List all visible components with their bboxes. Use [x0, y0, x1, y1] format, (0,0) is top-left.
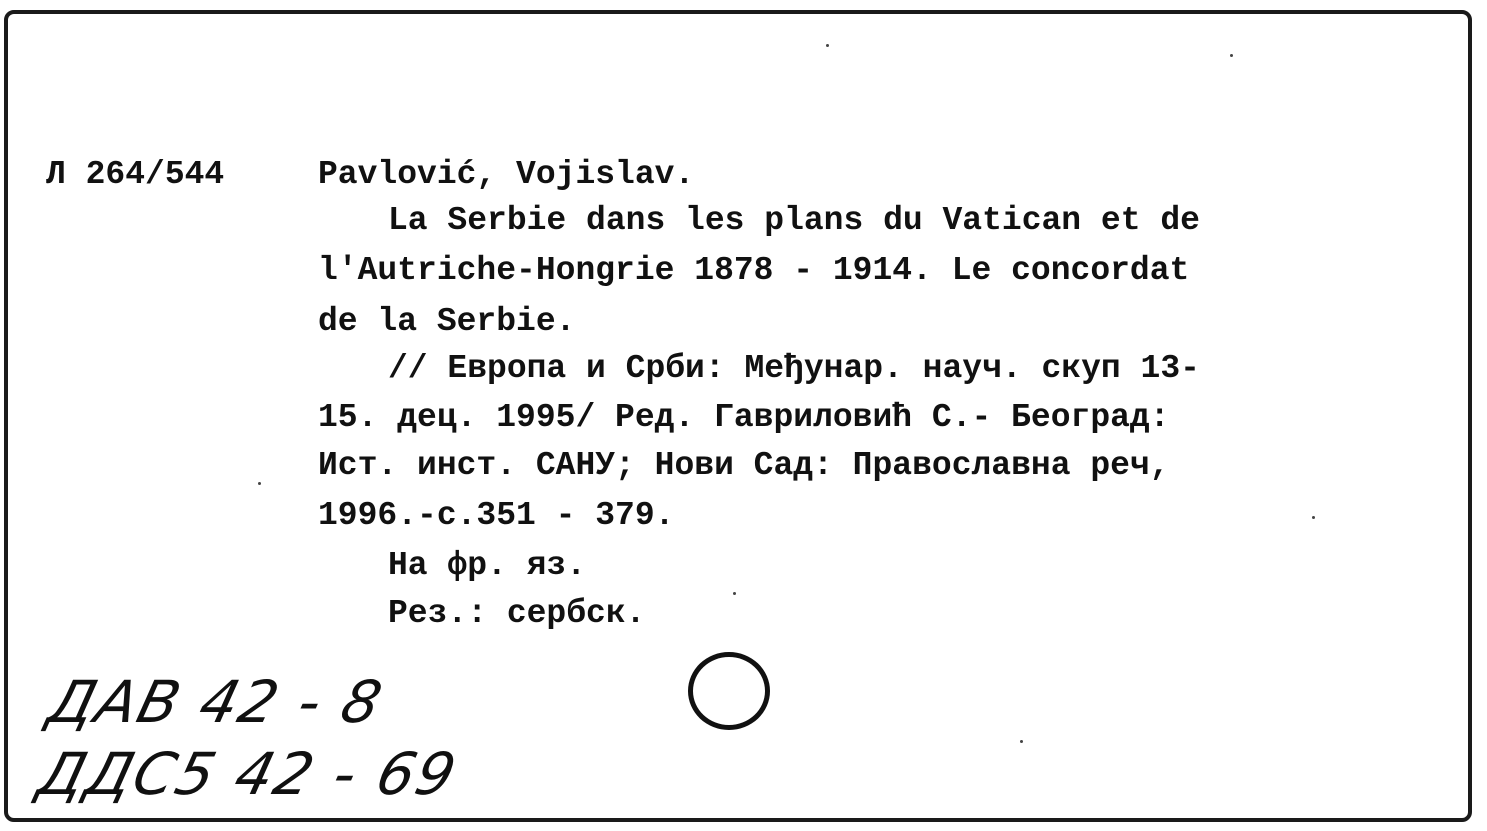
speck [1312, 516, 1315, 519]
language-note: На фр. яз. [388, 547, 587, 584]
source-line-2: 15. дец. 1995/ Ред. Гавриловић С.- Београд: [318, 399, 1170, 436]
speck [1020, 740, 1023, 743]
speck [258, 482, 261, 485]
speck [733, 592, 736, 595]
speck [1230, 54, 1233, 57]
source-line-3: Ист. инст. САНУ; Нови Сад: Православна реч, [318, 447, 1170, 484]
source-line-4: 1996.-с.351 - 379. [318, 497, 675, 534]
source-line-1: // Европа и Срби: Meђунар. науч. скуп 13- [388, 350, 1200, 387]
title-line-2: l'Autriche-Hongrie 1878 - 1914. Le concordat [318, 252, 1190, 289]
title-line-1: La Serbie dans les plans du Vatican et de [388, 202, 1200, 239]
author-line: Pavlović, Vojislav. [318, 156, 695, 193]
call-number: Л 264/544 [46, 156, 225, 193]
handwritten-shelfmark-1: ДАВ 42 - 8 [41, 668, 391, 736]
summary-note: Рез.: сербск. [388, 595, 646, 632]
punch-hole-icon [688, 652, 770, 730]
handwritten-shelfmark-2: ДДС5 42 - 69 [31, 740, 465, 808]
speck [826, 44, 829, 47]
title-line-3: de la Serbie. [318, 303, 576, 340]
